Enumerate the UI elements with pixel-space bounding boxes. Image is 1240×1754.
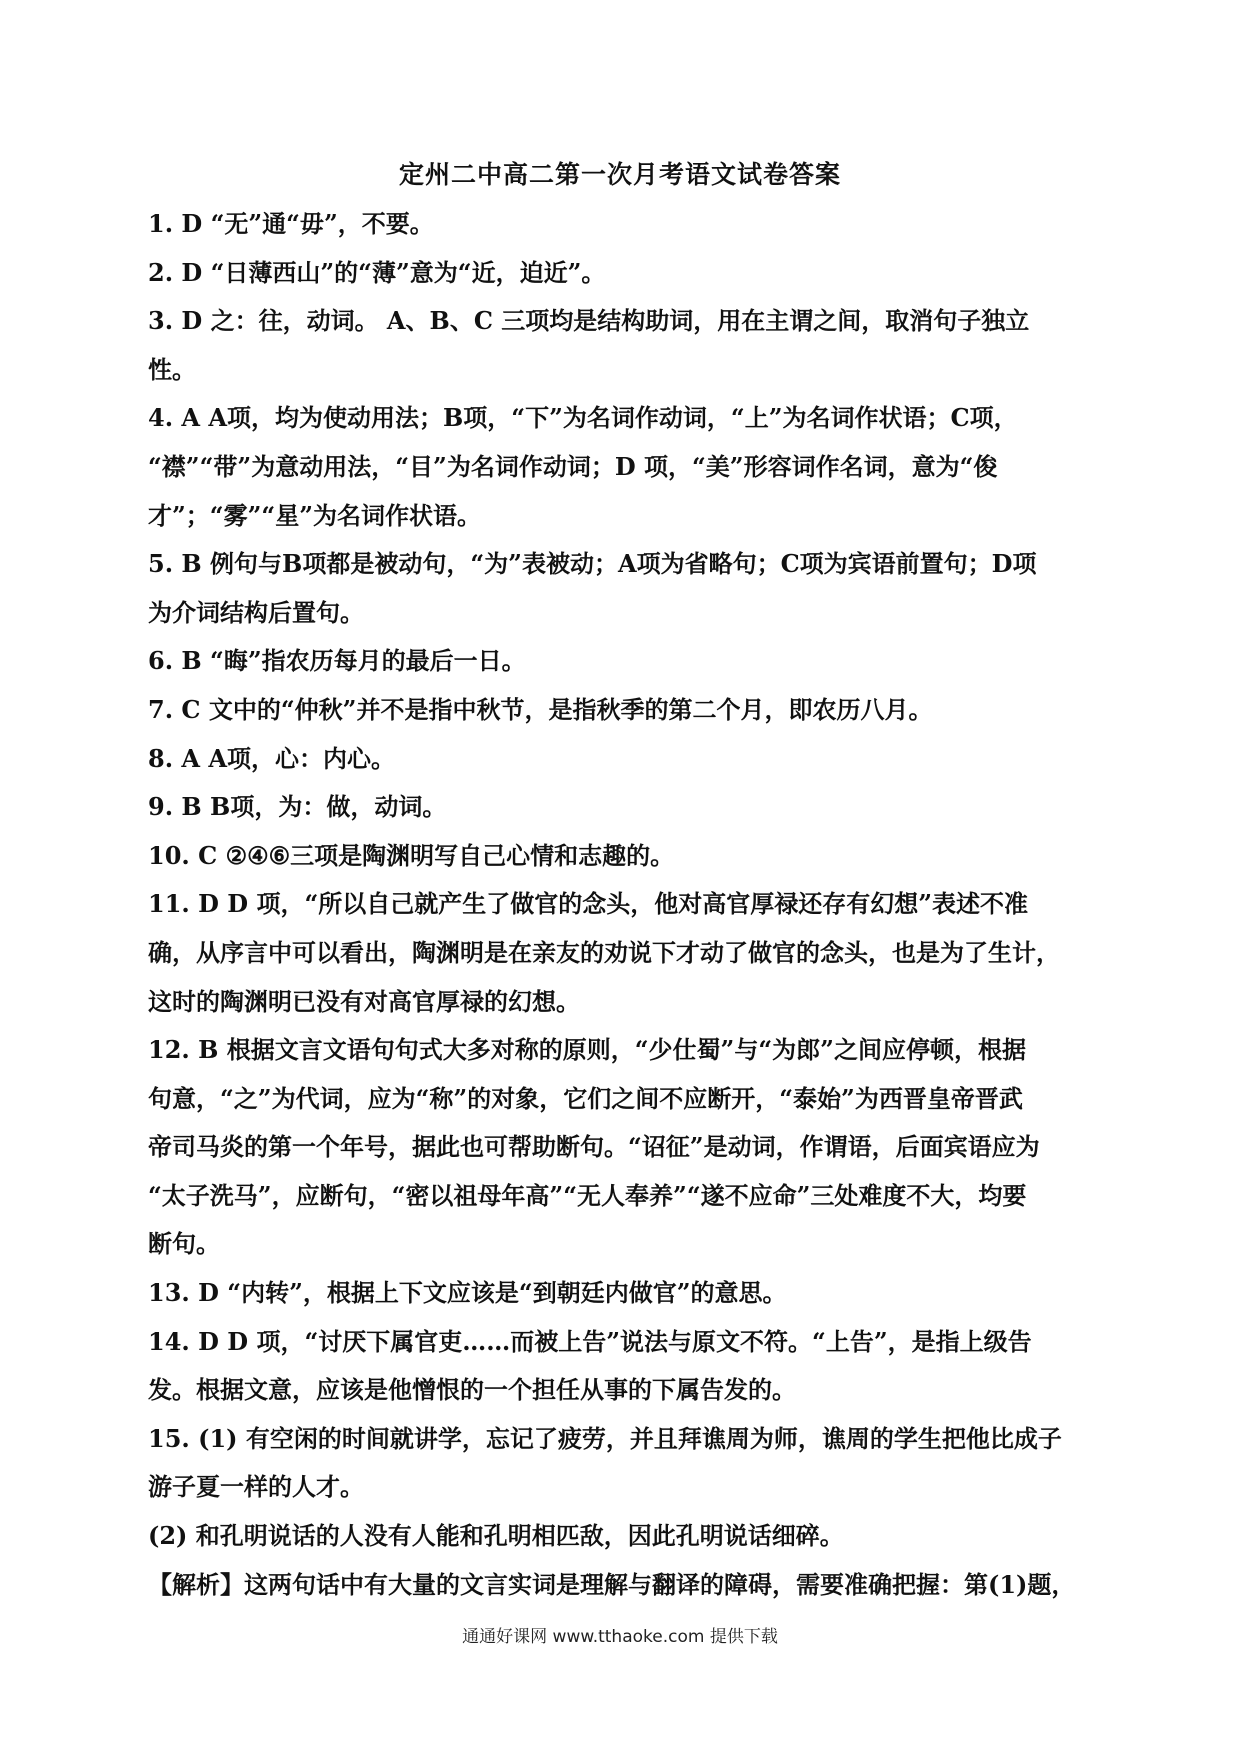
answer-line: “襟”“带”为意动用法，“目”为名词作动词；D 项，“美”形容词作名词，意为“俊: [148, 451, 998, 481]
answer-line: 5. B 例句与B项都是被动句，“为”表被动；A项为省略句；C项为宾语前置句；D项: [148, 549, 1037, 579]
answer-line: 11. D D 项，“所以自己就产生了做官的念头，他对高官厚禄还存有幻想”表述不准: [148, 889, 1029, 919]
answer-line: 才”；“雾”“星”为名词作状语。: [148, 500, 482, 530]
answer-line: 8. A A项，心：内心。: [148, 743, 396, 773]
answer-line: 3. D 之：往，动词。 A、B、C 三项均是结构助词，用在主谓之间，取消句子独立: [148, 306, 1030, 336]
answer-line: 确，从序言中可以看出，陶渊明是在亲友的劝说下才动了做官的念头，也是为了生计，: [148, 937, 1060, 967]
answer-line: 4. A A项，均为使动用法；B项，“下”为名词作动词，“上”为名词作状语；C项，: [148, 403, 1018, 433]
answer-line: 句意，“之”为代词，应为“称”的对象，它们之间不应断开，“泰始”为西晋皇帝晋武: [148, 1083, 1023, 1113]
page-footer: 通通好课网 www.tthaoke.com 提供下载: [462, 1627, 778, 1647]
answer-line: 1. D “无”通“毋”，不要。: [148, 209, 434, 238]
answer-line: 10. C ②④⑥三项是陶渊明写自己心情和志趣的。: [148, 840, 675, 870]
page-title: 定州二中高二第一次月考语文试卷答案: [398, 160, 841, 189]
answer-line: 14. D D 项，“讨厌下属官吏……而被上告”说法与原文不符。“上告”，是指上级告: [148, 1326, 1032, 1356]
answer-line: 帝司马炎的第一个年号，据此也可帮助断句。“诏征”是动词，作谓语，后面宾语应为: [148, 1132, 1040, 1162]
answer-line: 这时的陶渊明已没有对高官厚禄的幻想。: [148, 986, 580, 1016]
answer-line: 15. (1) 有空闲的时间就讲学，忘记了疲劳，并且拜谯周为师，谯周的学生把他比成子: [148, 1423, 1062, 1453]
answer-line: 【解析】这两句话中有大量的文言实词是理解与翻译的障碍，需要准确把握：第(1)题，: [148, 1569, 1076, 1599]
answer-line: 2. D “日薄西山”的“薄”意为“近，迫近”。: [148, 257, 606, 287]
answer-line: 性。: [148, 354, 196, 384]
answer-line: 游子夏一样的人才。: [148, 1472, 364, 1502]
answer-line: 12. B 根据文言文语句句式大多对称的原则，“少仕蜀”与“为郎”之间应停顿，根据: [148, 1035, 1026, 1065]
answer-content: [148, 200, 1098, 1609]
answer-line: 为介词结构后置句。: [148, 597, 364, 627]
answer-line: 6. B “晦”指农历每月的最后一日。: [148, 646, 526, 676]
answer-line: “太子洗马”，应断句，“密以祖母年高”“无人奉养”“遂不应命”三处难度不大，均要: [148, 1180, 1027, 1210]
answer-line: 9. B B项，为：做，动词。: [148, 792, 447, 822]
answer-line: 7. C 文中的“仲秋”并不是指中秋节，是指秋季的第二个月，即农历八月。: [148, 694, 933, 724]
answer-line: 发。根据文意，应该是他憎恨的一个担任从事的下属告发的。: [148, 1375, 796, 1405]
answer-line: 13. D “内转”，根据上下文应该是“到朝廷内做官”的意思。: [148, 1278, 787, 1308]
answer-line: 断句。: [148, 1229, 220, 1259]
answer-line: (2) 和孔明说话的人没有人能和孔明相匹敌，因此孔明说话细碎。: [148, 1521, 844, 1551]
